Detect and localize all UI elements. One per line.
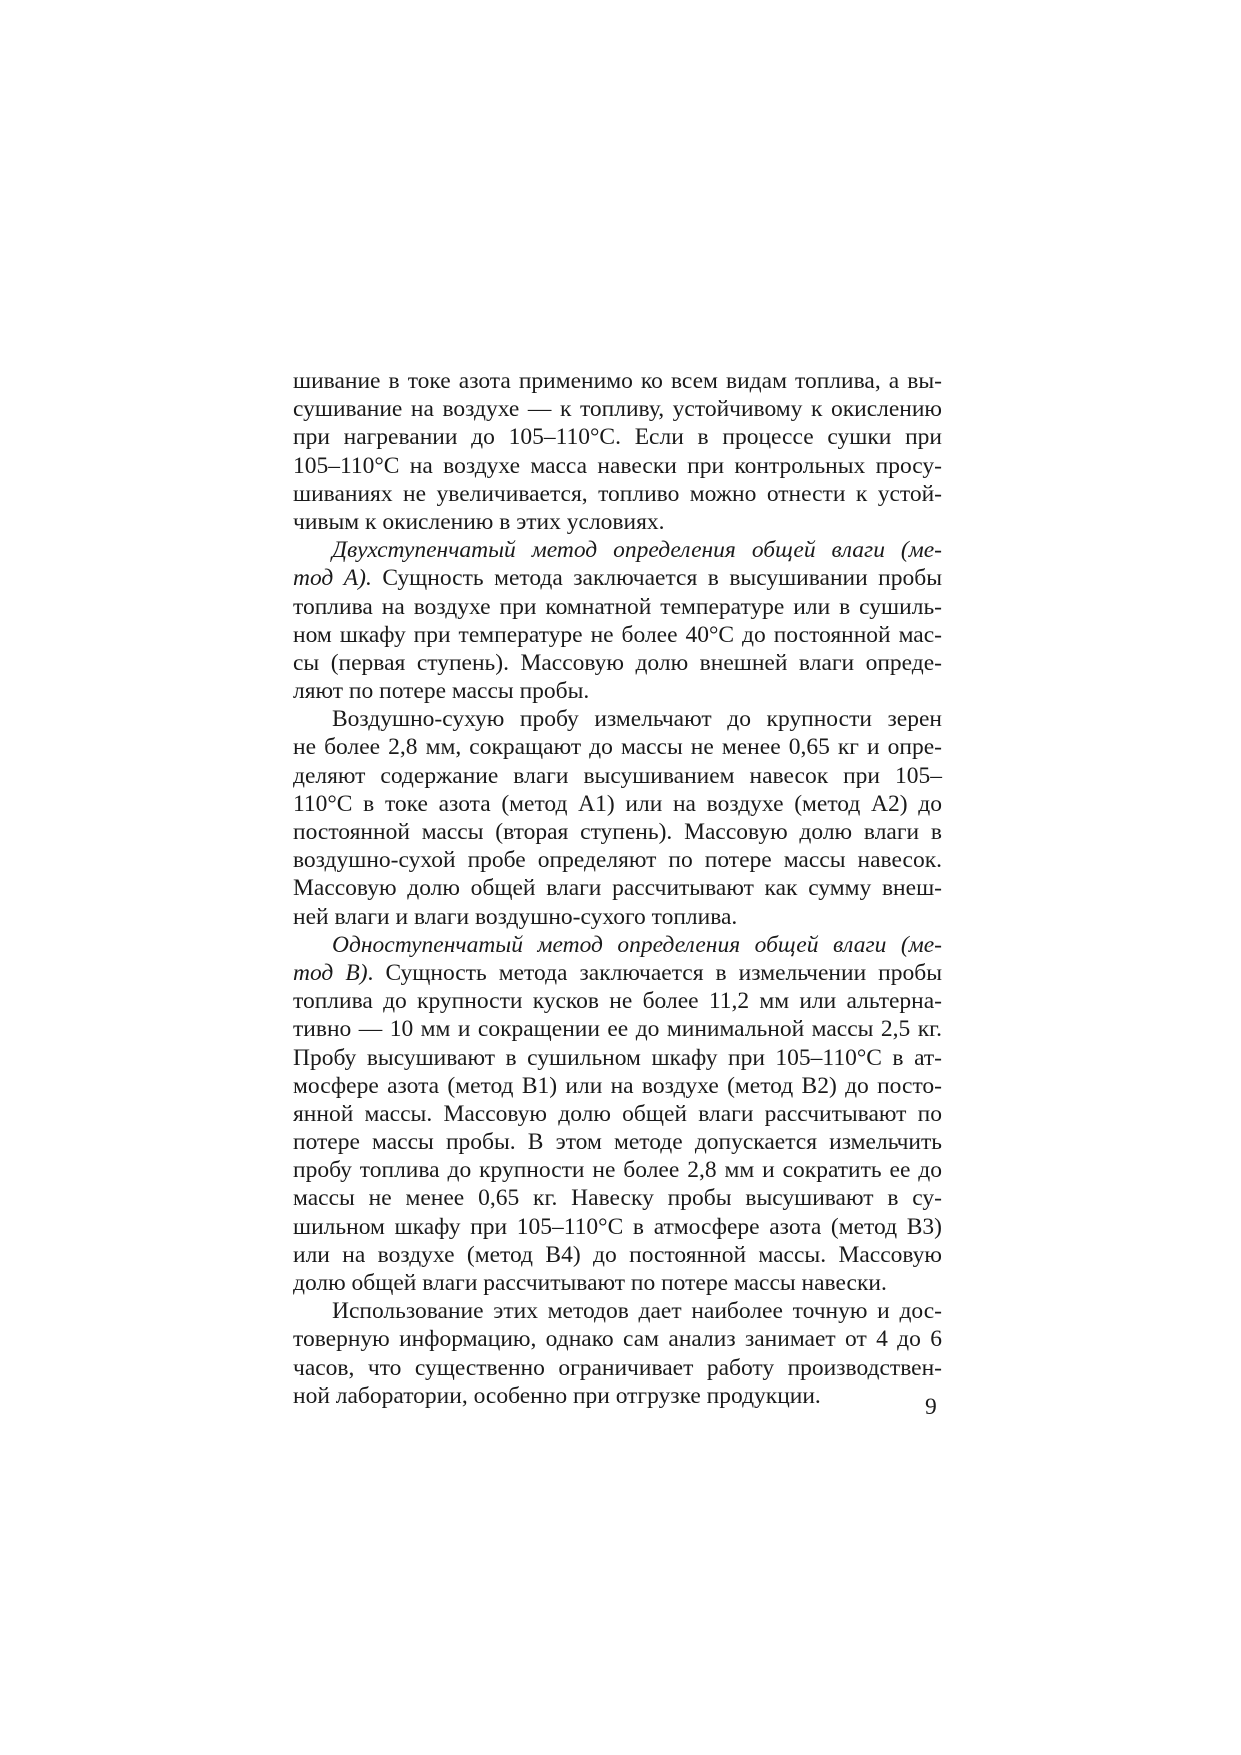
- text-line: шильном шкафу при 105–110°С в атмосфере азота (метод В3): [293, 1213, 942, 1240]
- text-line: топлива до крупности кусков не более 11,2 мм или альтерна-: [293, 988, 942, 1015]
- text-line: Пробу высушивают в сушильном шкафу при 105–110°С в ат-: [293, 1044, 942, 1071]
- italic-term: тод А).: [293, 565, 372, 592]
- text-line: при нагревании до 105–110°С. Если в процессе сушки при: [293, 424, 942, 451]
- paragraph: [293, 536, 942, 705]
- italic-term: Одноступенчатый метод определения общей влаги (ме-: [332, 931, 942, 958]
- text-line: Использование этих методов дает наиболее точную и дос-: [332, 1298, 942, 1325]
- text-line: сы (первая ступень). Массовую долю внешней влаги опреде-: [293, 649, 942, 676]
- text-line: тивно — 10 мм и сокращении ее до минимальной массы 2,5 кг.: [293, 1016, 942, 1043]
- text-line: ней влаги и влаги воздушно-сухого топлива.: [293, 903, 738, 930]
- text-line: товерную информацию, однако сам анализ занимает от 4 до 6: [293, 1326, 942, 1353]
- text-line: часов, что существенно ограничивает работу производствен-: [293, 1354, 942, 1381]
- italic-term: тод В): [293, 959, 368, 986]
- paragraph: [293, 931, 942, 1297]
- text-line: мосфере азота (метод В1) или на воздухе (метод В2) до посто-: [293, 1072, 942, 1099]
- italic-term: Двухступенчатый метод определения общей влаги (ме-: [332, 537, 942, 564]
- text-line: потере массы пробы. В этом методе допускается измельчить: [293, 1129, 942, 1156]
- text-line: ляют по потере массы пробы.: [293, 678, 590, 705]
- text-line: шиваниях не увеличивается, топливо можно отнести к устой-: [293, 480, 942, 507]
- text-line: 110°С в токе азота (метод А1) или на воздухе (метод А2) до: [293, 790, 942, 817]
- text-line: ном шкафу при температуре не более 40°С до постоянной мас-: [293, 621, 942, 648]
- text-line: массы не менее 0,65 кг. Навеску пробы высушивают в су-: [293, 1185, 942, 1212]
- text-line: долю общей влаги рассчитывают по потере массы навески.: [293, 1270, 887, 1296]
- text-line: или на воздухе (метод В4) до постоянной массы. Массовую: [293, 1241, 942, 1268]
- page-number: 9: [925, 1394, 937, 1420]
- text-line: 105–110°С на воздухе масса навески при контрольных просу-: [293, 452, 942, 479]
- text-line: ной лаборатории, особенно при отгрузке продукции.: [293, 1382, 821, 1409]
- text-line: [293, 931, 942, 959]
- text-run: Сущность метода заключается в высушивании пробы: [371, 565, 942, 592]
- text-line: деляют содержание влаги высушиванием навесок при 105–: [293, 762, 942, 789]
- text-line: постоянной массы (вторая ступень). Массовую долю влаги в: [293, 819, 942, 845]
- text-line: топлива на воздухе при комнатной температуре или в сушиль-: [293, 593, 942, 620]
- text-line: шивание в токе азота применимо ко всем видам топлива, а вы-: [293, 368, 942, 394]
- text-line: [293, 564, 942, 592]
- text-line: не более 2,8 мм, сокращают до массы не менее 0,65 кг и опре-: [293, 734, 942, 761]
- text-line: пробу топлива до крупности не более 2,8 мм и сократить ее до: [293, 1157, 942, 1184]
- body-text: [293, 367, 942, 1410]
- text-line: янной массы. Массовую долю общей влаги рассчитывают по: [293, 1100, 942, 1127]
- paragraph: [293, 1297, 942, 1410]
- text-line: воздушно-сухой пробе определяют по потере массы навесок.: [293, 847, 942, 874]
- paragraph: [293, 367, 942, 536]
- text-line: сушивание на воздухе — к топливу, устойчивому к окислению: [293, 396, 942, 423]
- text-line: Воздушно-сухую пробу измельчают до крупности зерен: [332, 706, 942, 733]
- text-run: . Сущность метода заключается в измельчении пробы: [367, 959, 943, 986]
- text-line: Массовую долю общей влаги рассчитывают как сумму внеш-: [293, 875, 942, 902]
- text-line: [293, 959, 942, 987]
- text-line: чивым к окислению в этих условиях.: [293, 508, 665, 535]
- text-line: [293, 536, 942, 564]
- paragraph: [293, 705, 942, 931]
